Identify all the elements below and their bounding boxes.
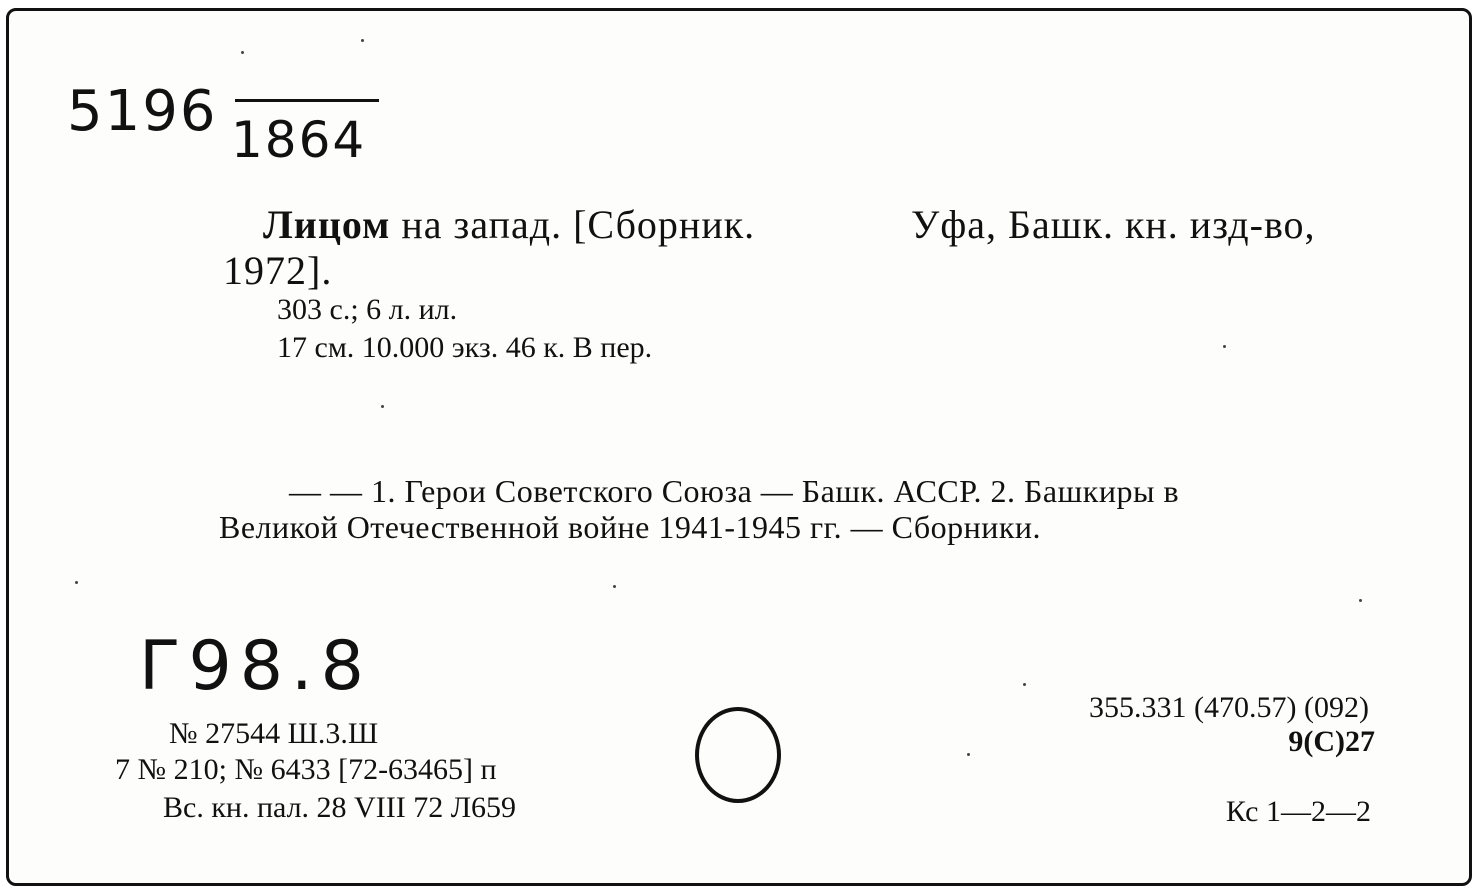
subject-headings-line2: Великой Отечественной войне 1941-1945 гг. — Сборники.: [219, 509, 1042, 545]
publication-year: 1972].: [223, 248, 333, 293]
size-copies-price: 17 см. 10.000 экз. 46 к. В пер.: [277, 331, 653, 364]
record-number: № 27544 Ш.3.Ш: [169, 717, 379, 750]
handwritten-fraction-denominator: 1864: [231, 111, 367, 169]
scan-speck: [1023, 683, 1026, 686]
catalog-card: [6, 8, 1472, 886]
order-line: 7 № 210; № 6433 [72-63465] п: [115, 753, 497, 786]
scan-speck: [1359, 599, 1362, 602]
title-line: [263, 201, 755, 248]
scan-speck: [75, 581, 78, 584]
handwritten-accession-number: 5196: [67, 79, 218, 144]
card-set-code: Кс 1—2—2: [1225, 795, 1371, 828]
print-line: Вс. кн. пал. 28 VIII 72 Л659: [163, 791, 517, 824]
udc-code: 355.331 (470.57) (092): [1089, 691, 1369, 724]
bbk-code: 9(С)27: [1288, 725, 1375, 758]
handwritten-classification: Г98.8: [139, 627, 372, 706]
scan-speck: [381, 405, 384, 408]
scan-speck: [1223, 345, 1226, 348]
scan-speck: [361, 39, 364, 42]
circle-stamp: [695, 707, 781, 803]
fraction-line: [235, 99, 379, 102]
pages-illustrations: 303 с.; 6 л. ил.: [277, 293, 458, 326]
title-rest: на запад. [Сборник.: [390, 202, 756, 247]
publisher: Уфа, Башк. кн. изд-во,: [911, 202, 1316, 247]
scan-speck: [241, 51, 244, 54]
scan-speck: [613, 585, 616, 588]
title-bold: Лицом: [263, 202, 391, 247]
subject-headings-line1: — — 1. Герои Советского Союза — Башк. АССР. 2. Башкиры в: [289, 473, 1180, 509]
scan-speck: [967, 753, 970, 756]
